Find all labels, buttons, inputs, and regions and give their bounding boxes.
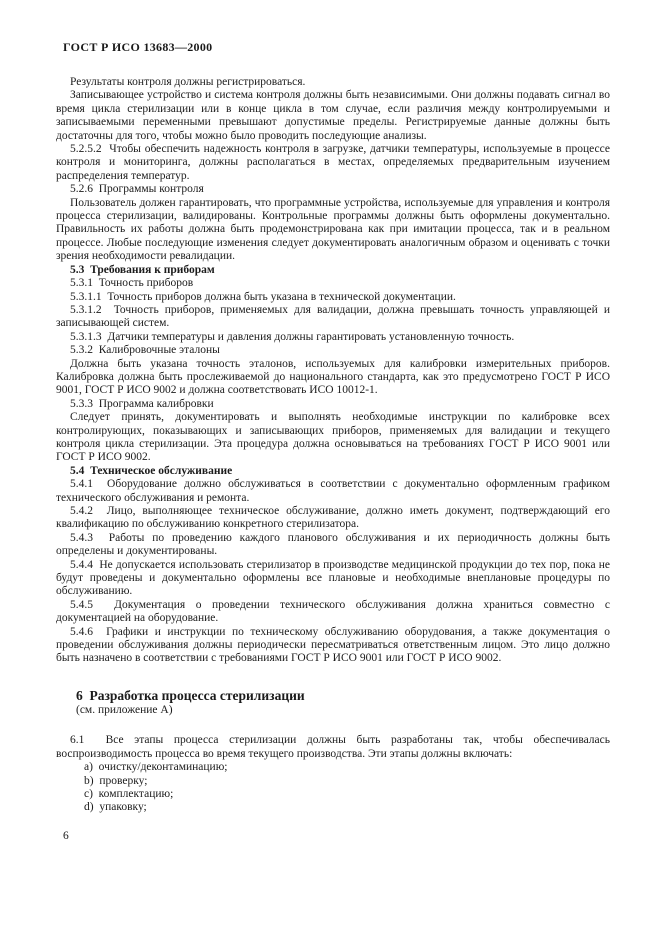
list-item-d: d) упаковку; <box>84 801 147 814</box>
clause-5-3-1-2: 5.3.1.2 Точность приборов, применяемых для валидации, должна превышать точность управляющей и записывающей систем. <box>56 303 610 330</box>
clause-5-4-1: 5.4.1 Оборудование должно обслуживаться в соответствии с документально оформленным графиком технического обслуживания и ремонта. <box>56 478 610 504</box>
clause-5-3-1-3: 5.3.1.3 Датчики температуры и давления должны гарантировать установленную точность. <box>70 330 515 343</box>
clause-heading-5-4: 5.4 Техническое обслуживание <box>70 464 233 477</box>
clause-5-3-1-1: 5.3.1.1 Точность приборов должна быть указана в технической документации. <box>70 290 456 303</box>
paragraph-calibration-standards: Должна быть указана точность эталонов, используемых для калибровки измерительных приборов. Калибровка должна быть прослеживаемой до национального стандарта, как это предусмотрено ГОСТ Р ИСО 9001, ГОСТ Р ИСО 9002 и должна соответствовать ИСО 10012-1. <box>56 357 610 397</box>
clause-heading-5-2-6: 5.2.6 Программы контроля <box>70 183 204 196</box>
page-number: 6 <box>63 830 69 842</box>
section-6-appendix-note: (см. приложение А) <box>76 703 173 716</box>
clause-5-4-2: 5.4.2 Лицо, выполняющее техническое обслуживание, должно иметь документ, подтверждающий его квалификацию по обслуживанию конкретного стерилизатора. <box>56 505 610 531</box>
clause-heading-5-3-1: 5.3.1 Точность приборов <box>70 277 194 290</box>
clause-5-4-5: 5.4.5 Документация о проведении технического обслуживания должна храниться совместно с документацией на оборудование. <box>56 598 610 625</box>
standard-code-header: ГОСТ Р ИСО 13683—2000 <box>63 40 213 54</box>
list-item-a: a) очистку/деконтаминацию; <box>84 761 228 774</box>
paragraph-results: Результаты контроля должны регистрироваться. <box>70 76 306 88</box>
list-item-b: b) проверку; <box>84 774 148 787</box>
clause-5-4-3: 5.4.3 Работы по проведению каждого планового обслуживания и их периодичность должны быть определены и документированы. <box>56 531 610 558</box>
paragraph-recording-device: Записывающее устройство и система контроля должны быть независимыми. Они должны подавать сигнал во время цикла стерилизации или в конце цикла в том случае, если различия между контролируемыми и записываемыми переменными превышают допустимые пределы. Регистрируемые данные должны быть достаточны для того, чтобы можно было проводить последующие анализы. <box>56 89 610 142</box>
clause-6-1: 6.1 Все этапы процесса стерилизации должны быть разработаны так, чтобы обеспечивалась воспроизводимость процесса во время текущего производства. Эти этапы должны включать: <box>56 734 610 760</box>
clause-5-4-4: 5.4.4 Не допускается использовать стерилизатор в производстве медицинской продукции до тех пор, пока не будут проведены и документально оформлены все плановые и необходимые внеплановые процедуры по обслуживанию. <box>56 558 610 598</box>
clause-heading-5-3-3: 5.3.3 Программа калибровки <box>70 397 214 410</box>
paragraph-calibration-program: Следует принять, документировать и выполнять необходимые инструкции по калибровке всех контролирующих, показывающих и записывающих приборов, применяемых для валидации и текущего контроля цикла стерилизации. Эта процедура должна основываться на требованиях ГОСТ Р ИСО 9001 или ГОСТ Р ИСО 9002. <box>56 411 610 464</box>
section-6-heading: 6 Разработка процесса стерилизации <box>76 687 305 703</box>
clause-heading-5-3: 5.3 Требования к приборам <box>70 263 215 276</box>
clause-5-2-5-2: 5.2.5.2 Чтобы обеспечить надежность контроля в загрузке, датчики температуры, используемые в процессе контроля и мониторинга, должны располагаться в местах, определяемых предварительным изучением распределения температур. <box>56 143 610 182</box>
paragraph-software-control: Пользователь должен гарантировать, что программные устройства, используемые для управления и контроля процесса стерилизации, валидированы. Контрольные программы должны быть оформлены документально. Правильность их работы должна быть продемонстрирована как при имитации процесса, так и в реальном процессе. Любые последующие изменения следует документировать аналогичным образом и оценивать с точки зрения необходимости ревалидации. <box>56 196 610 263</box>
list-item-c: c) комплектацию; <box>84 787 174 800</box>
clause-5-4-6: 5.4.6 Графики и инструкции по техническому обслуживанию оборудования, а также документация о проведении обслуживания должны периодически пересматриваться ответственным лицом. Это лицо должно быть назначено в соответствии с требованиями ГОСТ Р ИСО 9001 или ГОСТ Р ИСО 9002. <box>56 625 610 665</box>
document-body <box>56 76 610 815</box>
clause-heading-5-3-2: 5.3.2 Калибровочные эталоны <box>70 344 220 357</box>
